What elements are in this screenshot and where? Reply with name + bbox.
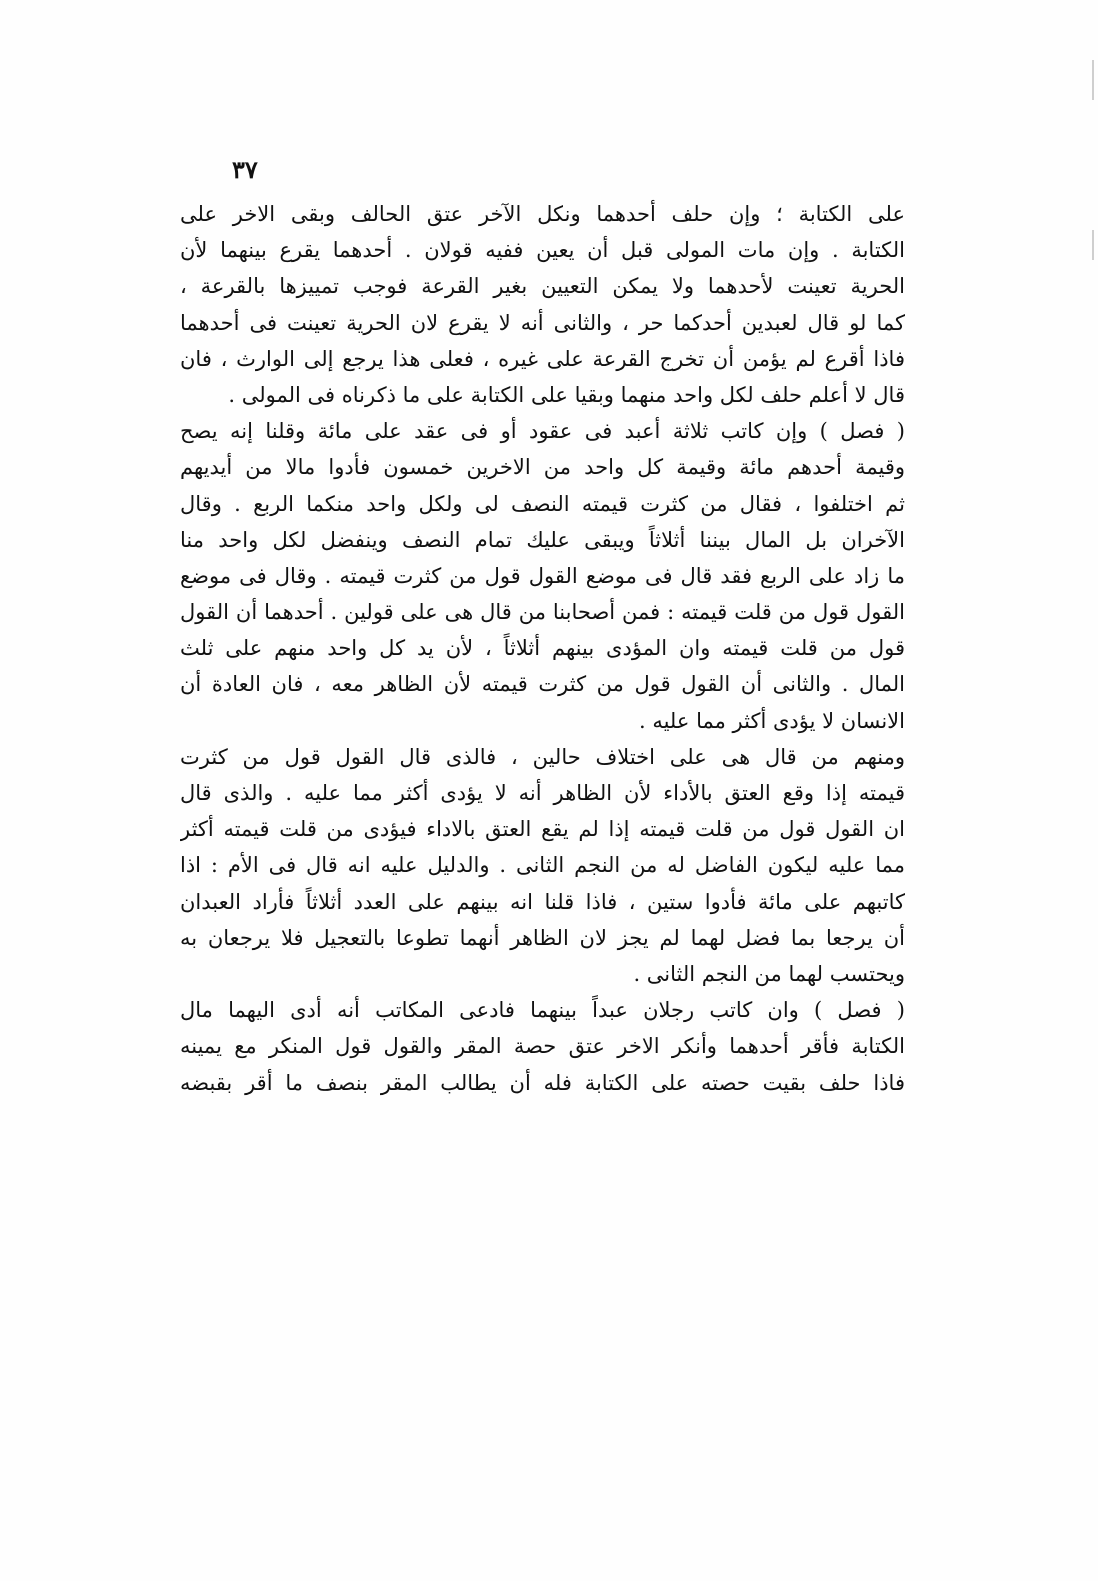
text-line: ( فصل ) وان كاتب رجلان عبداً بينهما فادعى المكاتب أنه أدى اليهما مال	[180, 998, 905, 1023]
text-line: ثم اختلفوا ، فقال من كثرت قيمته النصف لى ولكل واحد منكما الربع . وقال	[180, 491, 905, 516]
text-line: ان القول قول من قلت قيمته إذا لم يقع العتق بالاداء فيؤدى من قلت قيمته أكثر	[180, 817, 905, 842]
text-line: ويحتسب لهما من النجم الثانى .	[633, 961, 905, 986]
text-line: ما زاد على الربع فقد قال فى موضع القول قول من كثرت قيمته . وقال فى موضع	[180, 563, 905, 588]
text-line: الانسان لا يؤدى أكثر مما عليه .	[638, 708, 905, 733]
margin-mark	[1092, 60, 1094, 100]
text-line: الآخران بل المال بيننا أثلاثاً ويبقى عليك تمام النصف وينفضل لكل واحد منا	[180, 527, 905, 552]
text-line: المال . والثانى أن القول قول من كثرت قيمته لأن الظاهر معه ، فان العادة أن	[180, 672, 905, 697]
page-number: ٣٧	[232, 155, 258, 184]
body-text	[180, 196, 905, 1101]
text-line: فاذا أقرع لم يؤمن أن تخرج القرعة على غيره ، فعلى هذا يرجع إلى الوارث ، فان	[180, 346, 905, 371]
text-line: ومنهم من قال هى على اختلاف حالين ، فالذى قال القول قول من كثرت	[180, 744, 905, 769]
text-line: مما عليه ليكون الفاضل له من النجم الثانى . والدليل عليه انه قال فى الأم : اذا	[180, 853, 905, 878]
margin-mark	[1092, 230, 1094, 260]
text-line: أن يرجعا بما فضل لهما لم يجز لان الظاهر أنهما تطوعا بالتعجيل فلا يرجعان به	[180, 925, 905, 950]
text-line: الكتابة . وإن مات المولى قبل أن يعين ففيه قولان . أحدهما يقرع بينهما لأن	[180, 238, 905, 263]
text-line: الكتابة فأقر أحدهما وأنكر الاخر عتق حصة المقر والقول قول المنكر مع يمينه	[180, 1034, 905, 1059]
text-line: الحرية تعينت لأحدهما ولا يمكن التعيين بغير القرعة فوجب تمييزها بالقرعة ،	[180, 274, 905, 299]
text-line: كاتبهم على مائة فأدوا ستين ، فاذا قلنا انه بينهم على العدد أثلاثاً فأراد العبدان	[180, 889, 905, 914]
text-line: ( فصل ) وإن كاتب ثلاثة أعبد فى عقود أو فى عقد على مائة وقلنا إنه يصح	[180, 419, 905, 444]
text-line: قال لا أعلم حلف لكل واحد منهما وبقيا على الكتابة على ما ذكرناه فى المولى .	[228, 382, 905, 407]
text-line: فاذا حلف بقيت حصته على الكتابة فله أن يطالب المقر بنصف ما أقر بقبضه	[180, 1070, 905, 1095]
text-line: على الكتابة ؛ وإن حلف أحدهما ونكل الآخر عتق الحالف وبقى الاخر على	[180, 202, 905, 226]
text-line: القول قول من قلت قيمته : فمن أصحابنا من قال هى على قولين . أحدهما أن القول	[180, 600, 905, 625]
text-line: وقيمة أحدهم مائة وقيمة كل واحد من الاخرين خمسون فأدوا مالا من أيديهم	[180, 455, 905, 480]
text-line: كما لو قال لعبدين أحدكما حر ، والثانى أنه لا يقرع لان الحرية تعينت فى أحدهما	[180, 310, 905, 335]
text-line: قيمته إذا وقع العتق بالأداء لأن الظاهر أنه لا يؤدى أكثر مما عليه . والذى قال	[180, 781, 905, 805]
text-line: قول من قلت قيمته وان المؤدى بينهم أثلاثاً ، لأن يد كل واحد منهم على ثلث	[180, 636, 905, 661]
